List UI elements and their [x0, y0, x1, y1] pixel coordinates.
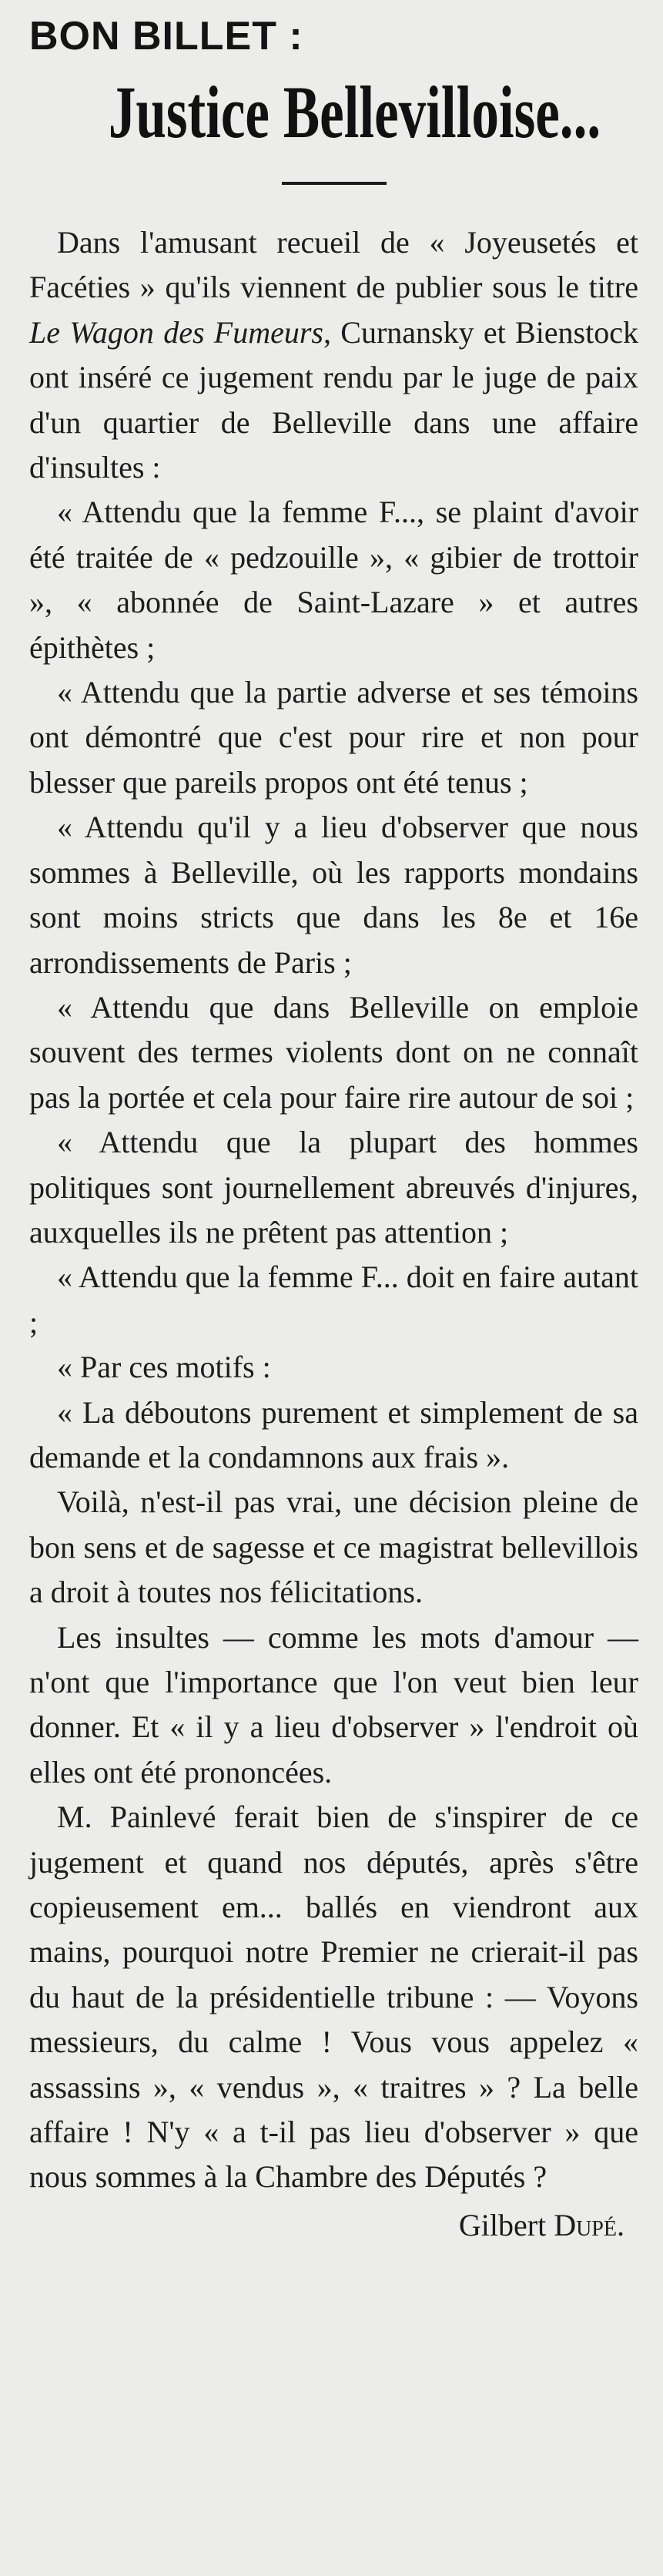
- paragraph-verdict: « La déboutons purement et simplement de sa demande et la condamnons aux frais ».: [29, 1394, 638, 1474]
- book-title: Le Wagon des Fumeurs: [29, 314, 323, 350]
- headline: Justice Bellevilloise...: [108, 71, 601, 153]
- paragraph-attendu-5: « Attendu que la plupart des hommes politiques sont journellement abreuvés d'injures, auxquelles ils ne prêtent pas attention ;: [29, 1125, 638, 1249]
- intro-text-before: Dans l'amusant recueil de « Joyeusetés et Facéties » qu'ils viennent de publier sous le titre: [29, 225, 638, 305]
- signature: [29, 2203, 624, 2248]
- paragraph-intro: [29, 220, 638, 490]
- signature-last-name: Dupé.: [554, 2207, 624, 2242]
- divider-rule: [282, 182, 387, 185]
- paragraph-attendu-2: « Attendu que la partie adverse et ses témoins ont démontré que c'est pour rire et non pour blesser que pareils propos ont été tenus ;: [29, 675, 638, 800]
- kicker: BON BILLET :: [29, 14, 303, 59]
- paragraph-motifs: « Par ces motifs :: [57, 1350, 271, 1385]
- paragraph-commentary-1: Voilà, n'est-il pas vrai, une décision pleine de bon sens et de sagesse et ce magistrat bellevillois a droit à toutes nos félicitations.: [29, 1484, 638, 1610]
- paragraph-attendu-4: « Attendu que dans Belleville on emploie souvent des termes violents dont on ne connaît pas la portée et cela pour faire rire autour de soi ;: [29, 989, 638, 1115]
- signature-first-name: Gilbert: [458, 2207, 547, 2242]
- paragraph-attendu-1: « Attendu que la femme F..., se plaint d'avoir été traitée de « pedzouille », « gibier de trottoir », « abonnée de Saint-Lazare » et autres épithètes ;: [29, 495, 638, 665]
- paragraph-commentary-2: Les insultes — comme les mots d'amour — n'ont que l'importance que l'on veut bien leur donner. Et « il y a lieu d'observer » l'endroit où elles ont été prononcées.: [29, 1619, 638, 1789]
- paragraph-commentary-3: M. Painlevé ferait bien de s'inspirer de ce jugement et quand nos députés, après s'être copieusement em... ballés en viendront aux mains, pourquoi notre Premier ne crierait-il pas du haut de la présidentielle tribune : — Voyons messieurs, du calme ! Vous vous appelez « assassins », « vendus », « traitres » ? La belle affaire ! N'y « a t-il pas lieu d'observer » que nous sommes à la Chambre des Députés ?: [29, 1800, 638, 2195]
- intro-text-after: , Curnansky et Bienstock ont inséré ce jugement rendu par le juge de paix d'un quartier de Belleville dans une affaire d'insultes :: [29, 314, 638, 485]
- article-body: [29, 220, 638, 2200]
- paragraph-attendu-3: « Attendu qu'il y a lieu d'observer que nous sommes à Belleville, où les rapports mondains sont moins stricts que dans les 8e et 16e arrondissements de Paris ;: [29, 810, 638, 980]
- paragraph-attendu-6: « Attendu que la femme F... doit en faire autant ;: [29, 1259, 638, 1340]
